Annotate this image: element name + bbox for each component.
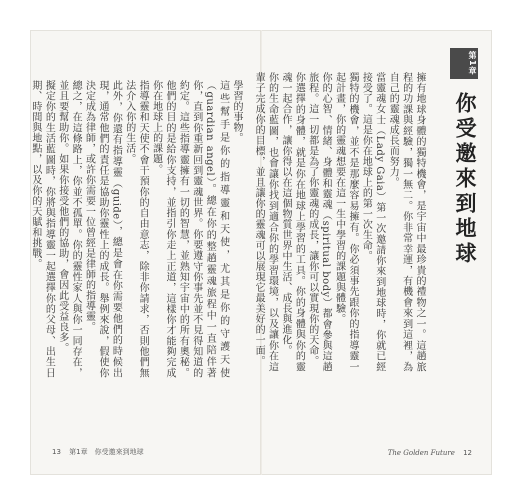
right-page-body [253,72,426,372]
right-page [253,30,492,475]
paragraph: 當靈魂女士（Lady Gaia）第一次邀請你來到地球時，你就已經接受了。這是你在地球上的第一次生命。 [360,72,385,372]
paragraph: 你的生命藍圖，也會讓你找到適合你的學習環境，以及讓你在這輩子完成你的目標，並且讓你的靈魂可以展現它最美好的一面。 [253,72,278,372]
chapter-badge: 第1章 [450,48,478,79]
paragraph: 你的心智、情緒、身體和靈魂（spiritual body）都會參與這趟旅程。這一切都是為了你靈魂的成長，讓你可以實現你的天命。 [306,72,332,372]
paragraph: 指導靈和天使不會干預你的自由意志，除非你請求，否則他們無法介入你的生活。 [123,80,149,378]
paragraph: 此外，你還有指導靈（guide），總是會在你需要他們的時候出現，通常他們的責任是協助你靈性上的成長。舉例來說，假使你決定成為律師，或許你需要一位曾經是律師的指導靈。 [83,80,122,378]
paragraph: 擬定你的生活藍圖時，你將與指導靈一起選擇你的父母、出生日期、時間與地點，以及你的天賦和挑戰。 [29,80,55,378]
book-title: The Golden Future [387,449,455,457]
running-head: 第1章 你受邀來到地球 [69,448,144,456]
left-page [30,30,261,475]
left-page-body [29,80,243,378]
paragraph: 獨特的機會，並不是那麼容易擁有。你必須事先跟你的指導靈一起計畫，你的靈魂想要在這一生中學習的課題與體驗。 [333,72,358,372]
page-number: 13 [52,448,61,456]
paragraph: 這些幫手是你的指導靈和天使，尤其是你的守護天使（guardian angel）。總在你的整趟靈魂旅程中一直陪伴著你，直到你重新回到靈魂世界。你要遵守你事先並不見得知道的約定。這些指導靈擁有一切的智慧，並熟知宇宙中的所有奧秘。他們的目的是給你支持，並指引你走上正道，這樣你才能夠完成你在地球上的課題。 [150,80,229,378]
chapter-title: 你受邀來到地球 [453,92,478,267]
book-spread [30,30,492,475]
paragraph: 你選擇的身體，就是你在地球上學習的工具。你的身體與你的靈魂一起合作，讓你得以在這個物質世界中生活、成長與進化。 [279,72,305,372]
paragraph: 學習的事物。 [231,80,242,143]
left-footer [52,447,144,457]
right-footer [388,449,472,457]
page-number: 12 [463,449,472,457]
paragraph: 總之，在這條路上，你並不孤單。你的靈性家人與你一同存在，並且要幫助你。如果你接受他們的協助，會因此受益良多。 [56,80,82,378]
paragraph: 擁有地球身體的獨特機會，是宇宙中最珍貴的禮物之一。這趟旅程的功課與經驗，獨一無二。你非常幸運，有機會來到這裡，為自己的靈魂成長而努力。 [387,72,425,372]
